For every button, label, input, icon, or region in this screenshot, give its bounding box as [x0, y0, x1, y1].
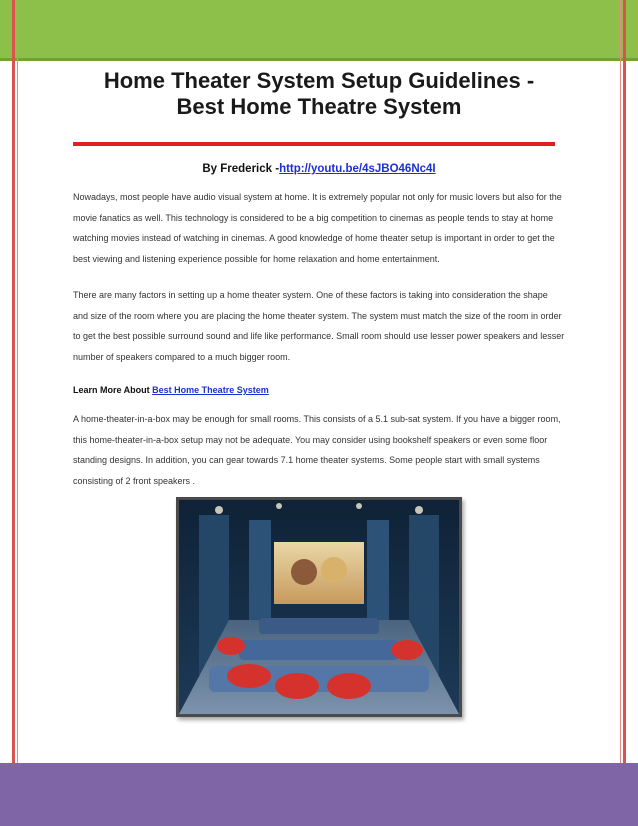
right-border-line: [623, 0, 626, 826]
bottom-color-band: [0, 763, 638, 826]
left-border-line: [12, 0, 15, 826]
paragraph-1: Nowadays, most people have audio visual system at home. It is extremely popular not only for music lovers but also for the movie fanatics as well. This technology is considered to be a big competition to cinemas as people tends to stay at home watching movies instead of watching in cinemas. A good knowledge of home theater setup is important in order to get the best viewing and listening experience possible for home relaxation and home entertainment.: [73, 192, 562, 264]
learn-more-label: Learn More About: [73, 385, 153, 395]
byline: [73, 163, 565, 175]
right-border-line-inner: [620, 0, 621, 826]
video-link[interactable]: http://youtu.be/4sJBO46Nc4I: [279, 163, 436, 175]
page-title: [73, 68, 565, 120]
top-color-band: [0, 0, 638, 61]
byline-author: By Frederick -: [202, 163, 280, 175]
title-underline: [73, 142, 555, 146]
home-theater-photo: [176, 497, 462, 717]
document-body: [73, 68, 565, 491]
title-line-1: Home Theater System Setup Guidelines -: [103, 68, 535, 93]
title-line-2: Best Home Theatre System: [176, 94, 462, 119]
paragraph-3: A home-theater-in-a-box may be enough for small rooms. This consists of a 5.1 sub-sat system. If you have a bigger room, this home-theater-in-a-box setup may not be adequate. You may consider using bookshelf speakers or even some floor standing designs. In addition, you can gear towards 7.1 home theater systems. Some people start with small systems consisting of 2 front speakers .: [73, 414, 561, 486]
paragraph-2: There are many factors in setting up a home theater system. One of these factors is taking into consideration the shape and size of the room where you are placing the home theater system. The system must match the size of the room in order to get the best possible surround sound and life like performance. Small room should use lesser power speakers and lesser number of speakers compared to a much bigger room.: [73, 290, 565, 362]
best-home-theatre-link[interactable]: Best Home Theatre System: [152, 385, 269, 395]
learn-more-line: [73, 381, 565, 399]
home-theater-illustration: [179, 500, 459, 714]
left-border-line-inner: [17, 0, 18, 826]
